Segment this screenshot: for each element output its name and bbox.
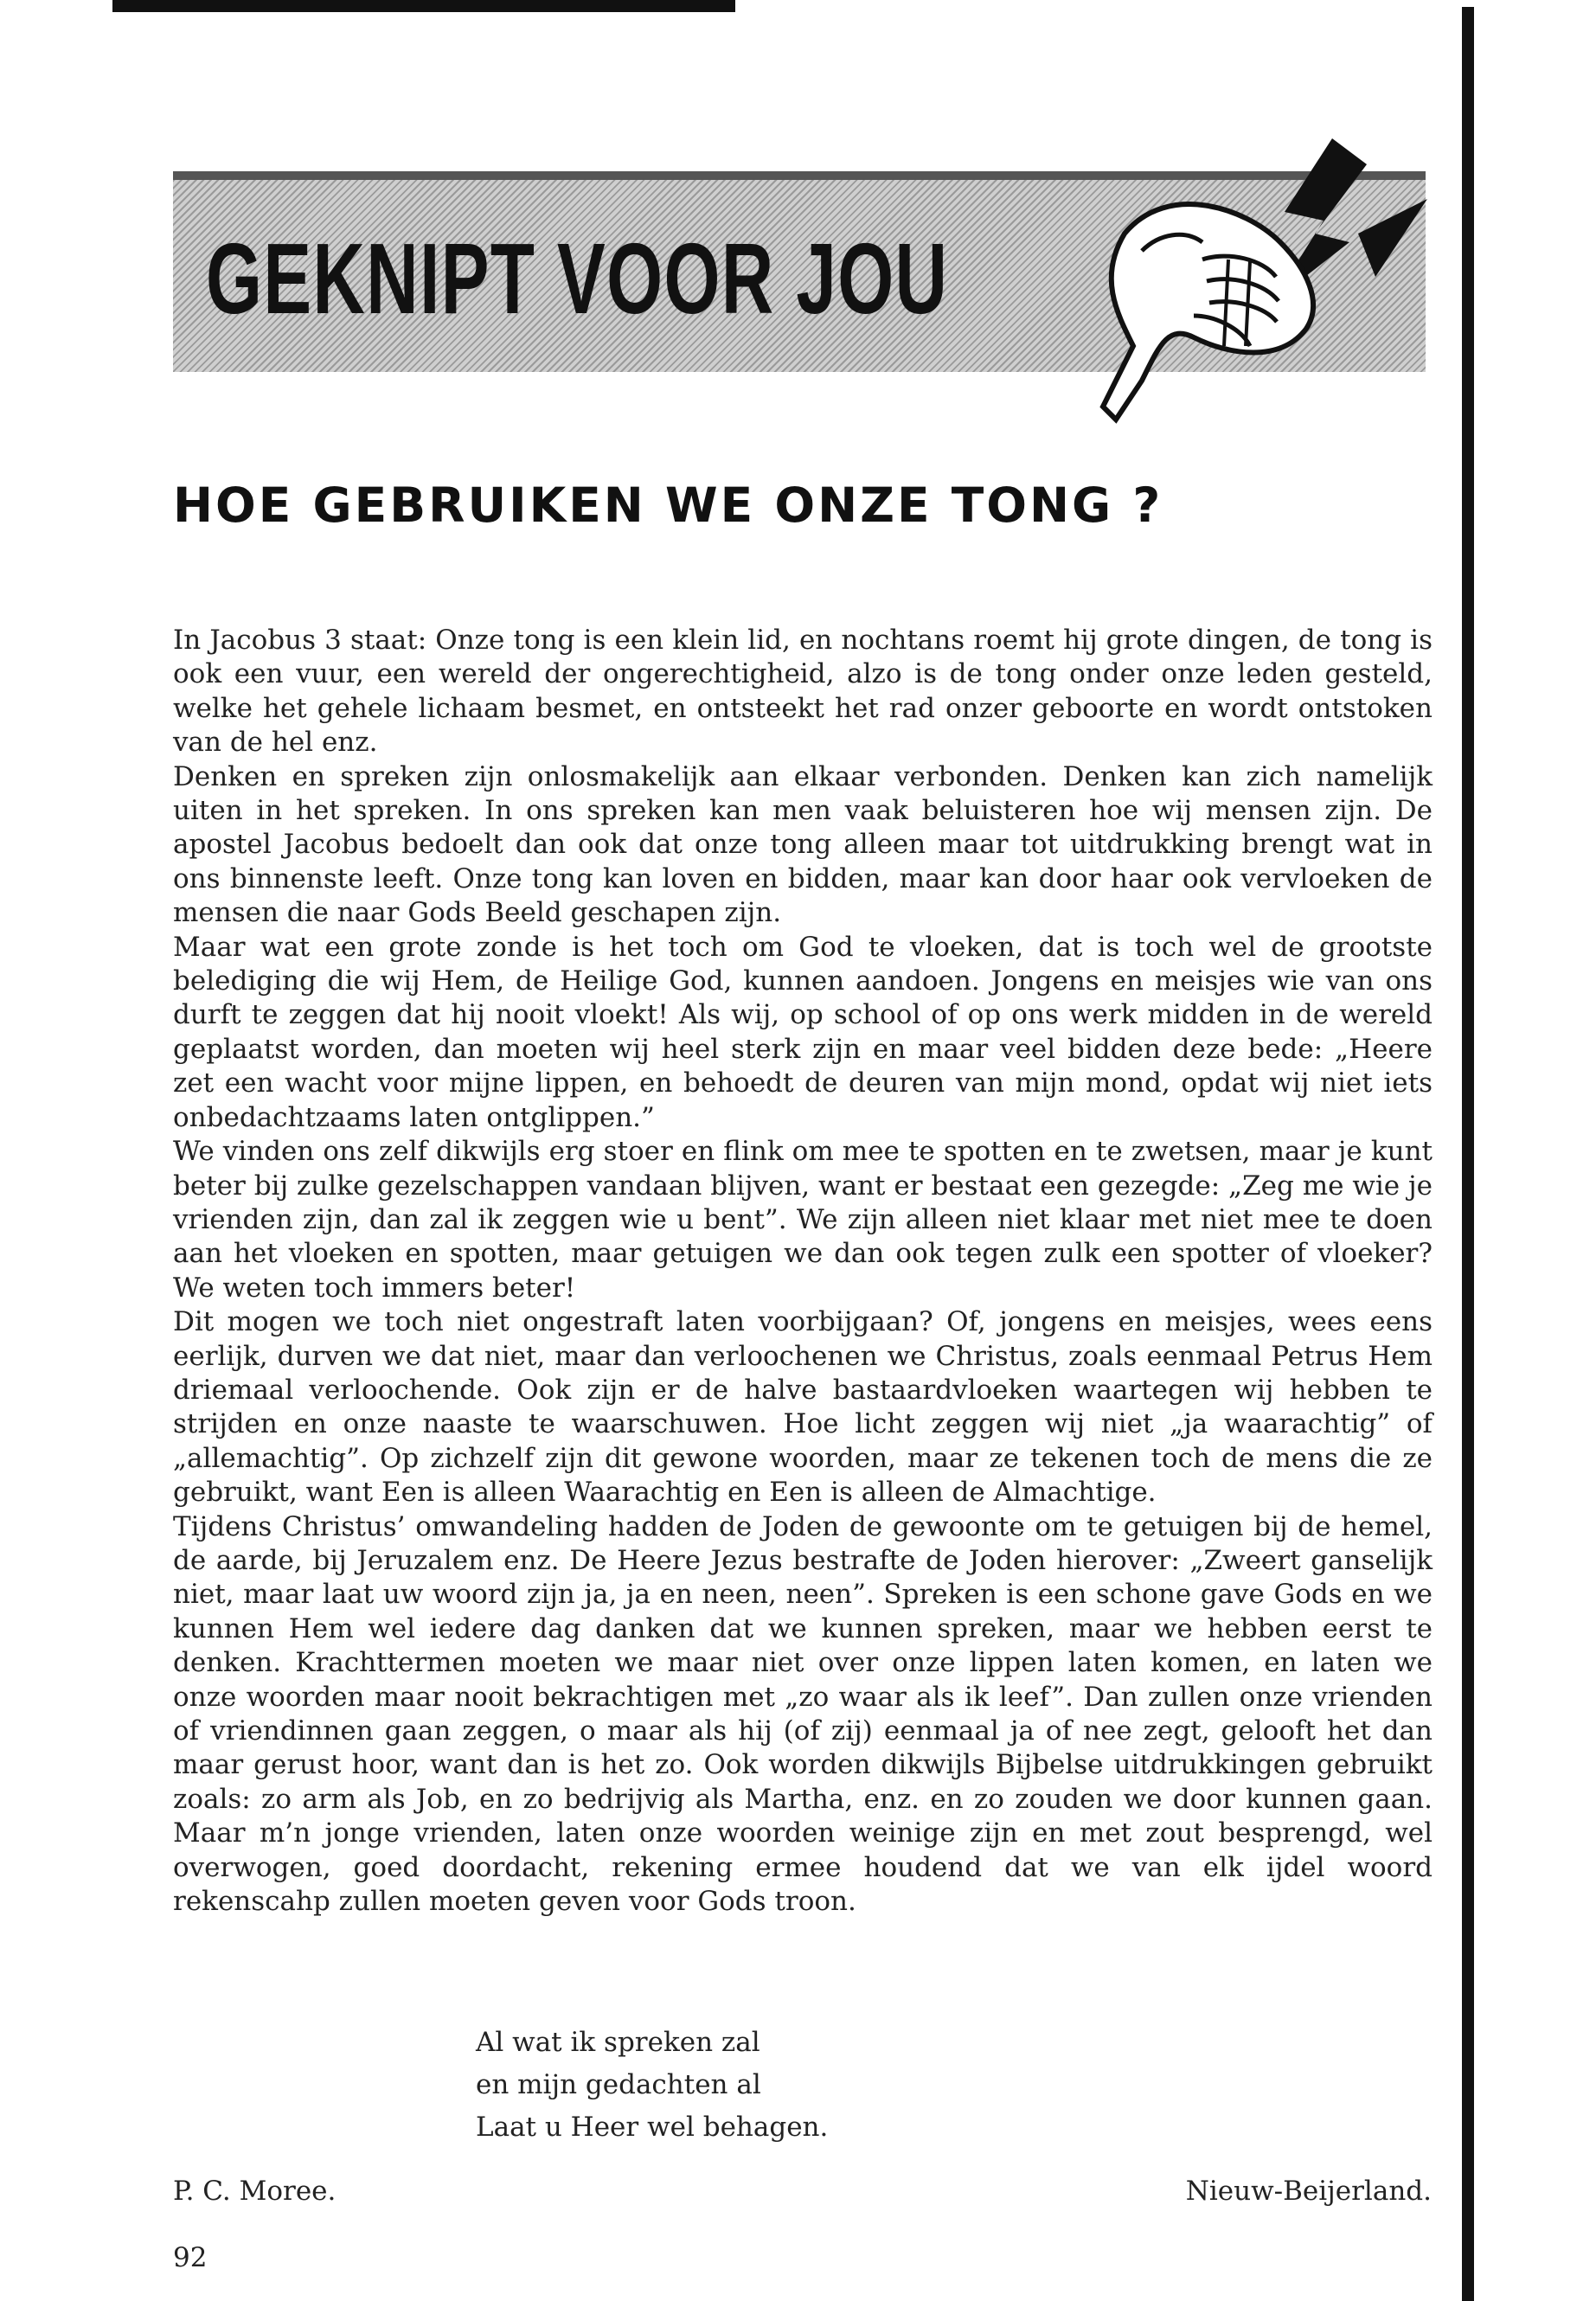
paragraph: In Jacobus 3 staat: Onze tong is een klein lid, en nochtans roemt hij grote dingen, de tong is ook een vuur, een wereld der ongerechtigheid, alzo is de tong onder onze leden gesteld, welke het gehele lichaam besmet, en ontsteekt het rad onzer geboorte en wordt ontstoken van de hel enz. — [173, 625, 1433, 759]
paragraph: Dit mogen we toch niet ongestraft laten voorbijgaan? Of, jongens en meisjes, wees eens eerlijk, durven we dat niet, maar dan verloochenen we Christus, zoals eenmaal Petrus Hem driemaal verloochende. Ook zijn er de halve bastaardvloeken waartegen wij hebben te strijden en onze naaste te waarschuwen. Hoe licht zeggen wij niet „ja waarachtig” of „allemachtig”. Op zichzelf zijn dit gewone woorden, maar ze tekenen toch de mens die ze gebruikt, want Een is alleen Waarachtig en Een is alleen de Almachtige. — [173, 1306, 1433, 1509]
paragraph: Denken en spreken zijn onlosmakelijk aan elkaar verbonden. Denken kan zich namelijk uiten in het spreken. In ons spreken kan men vaak beluisteren hoe wij mensen zijn. De apostel Jacobus bedoelt dan ook dat onze tong alleen maar tot uitdrukking brengt wat in ons binnenste leeft. Onze tong kan loven en bidden, maar kan door haar ook vervloeken de mensen die naar Gods Beeld geschapen zijn. — [173, 760, 1433, 929]
paragraph: We vinden ons zelf dikwijls erg stoer en flink om mee te spotten en te zwetsen, maar je kunt beter bij zulke gezelschappen vandaan blijven, want er bestaat een gezegde: „Zeg me wie je vrienden zijn, dan zal ik zeggen wie u bent”. We zijn alleen niet klaar met niet mee te doen aan het vloeken en spotten, maar getuigen we dan ook tegen zulk een spotter of vloeker? We weten toch immers beter! — [173, 1136, 1433, 1304]
paragraph: Tijdens Christus’ omwandeling hadden de Joden de gewoonte om te getuigen bij de hemel, de aarde, bij Jeruzalem enz. De Heere Jezus bestrafte de Joden hierover: „Zweert ganselijk niet, maar laat uw woord zijn ja, ja en neen, neen”. Spreken is een schone gave Gods en we kunnen Hem wel iedere dag danken dat we kunnen spreken, maar we hebben eerst te denken. Krachttermen moeten we maar niet over onze lippen laten komen, en laten we onze woorden maar nooit bekrachtigen met „zo waar als ik leef”. Dan zullen onze vrienden of vriendinnen gaan zeggen, o maar als hij (of zij) eenmaal ja of nee zegt, gelooft het dan maar gerust hoor, want dan is het zo. Ook worden dikwijls Bijbelse uitdrukkingen gebruikt zoals: zo arm als Job, en zo bedrijvig als Martha, enz. en zo zouden we door kunnen gaan. Maar m’n jonge vrienden, laten onze woorden weinige zijn en met zout besprengd, wel overwogen, goed doordacht, rekening ermee houdend dat we van elk ijdel woord rekenscahp zullen moeten geven voor Gods troon. — [173, 1510, 1433, 1918]
article-body — [173, 624, 1433, 1919]
page-number: 92 — [173, 2242, 208, 2273]
right-border-rule — [1462, 7, 1474, 2301]
paragraph: Maar wat een grote zonde is het toch om God te vloeken, dat is toch wel de grootste belediging die wij Hem, de Heilige God, kunnen aandoen. Jongens en meisjes wie van ons durft te zeggen dat hij nooit vloekt! Als wij, op school of op ons werk midden in de wereld geplaatst worden, dan moeten wij heel sterk zijn en maar veel bidden deze bede: „Heere zet een wacht voor mijne lippen, en behoedt de deuren van mijn mond, opdat wij niet iets onbedachtzaams laten ontglippen.” — [173, 931, 1433, 1133]
closing-poem — [476, 2022, 828, 2149]
poem-line: Al wat ik spreken zal — [476, 2027, 760, 2058]
poem-line: Laat u Heer wel behagen. — [476, 2112, 829, 2143]
banner-title: GEKNIPT VOOR JOU — [206, 222, 949, 335]
author-signature: P. C. Moree. — [173, 2176, 337, 2207]
article-headline: HOE GEBRUIKEN WE ONZE TONG ? — [173, 478, 1163, 533]
author-place: Nieuw-Beijerland. — [1185, 2176, 1432, 2207]
scissors-hand-icon — [1064, 130, 1436, 433]
poem-line: en mijn gedachten al — [476, 2069, 761, 2100]
top-border-rule — [112, 0, 735, 12]
